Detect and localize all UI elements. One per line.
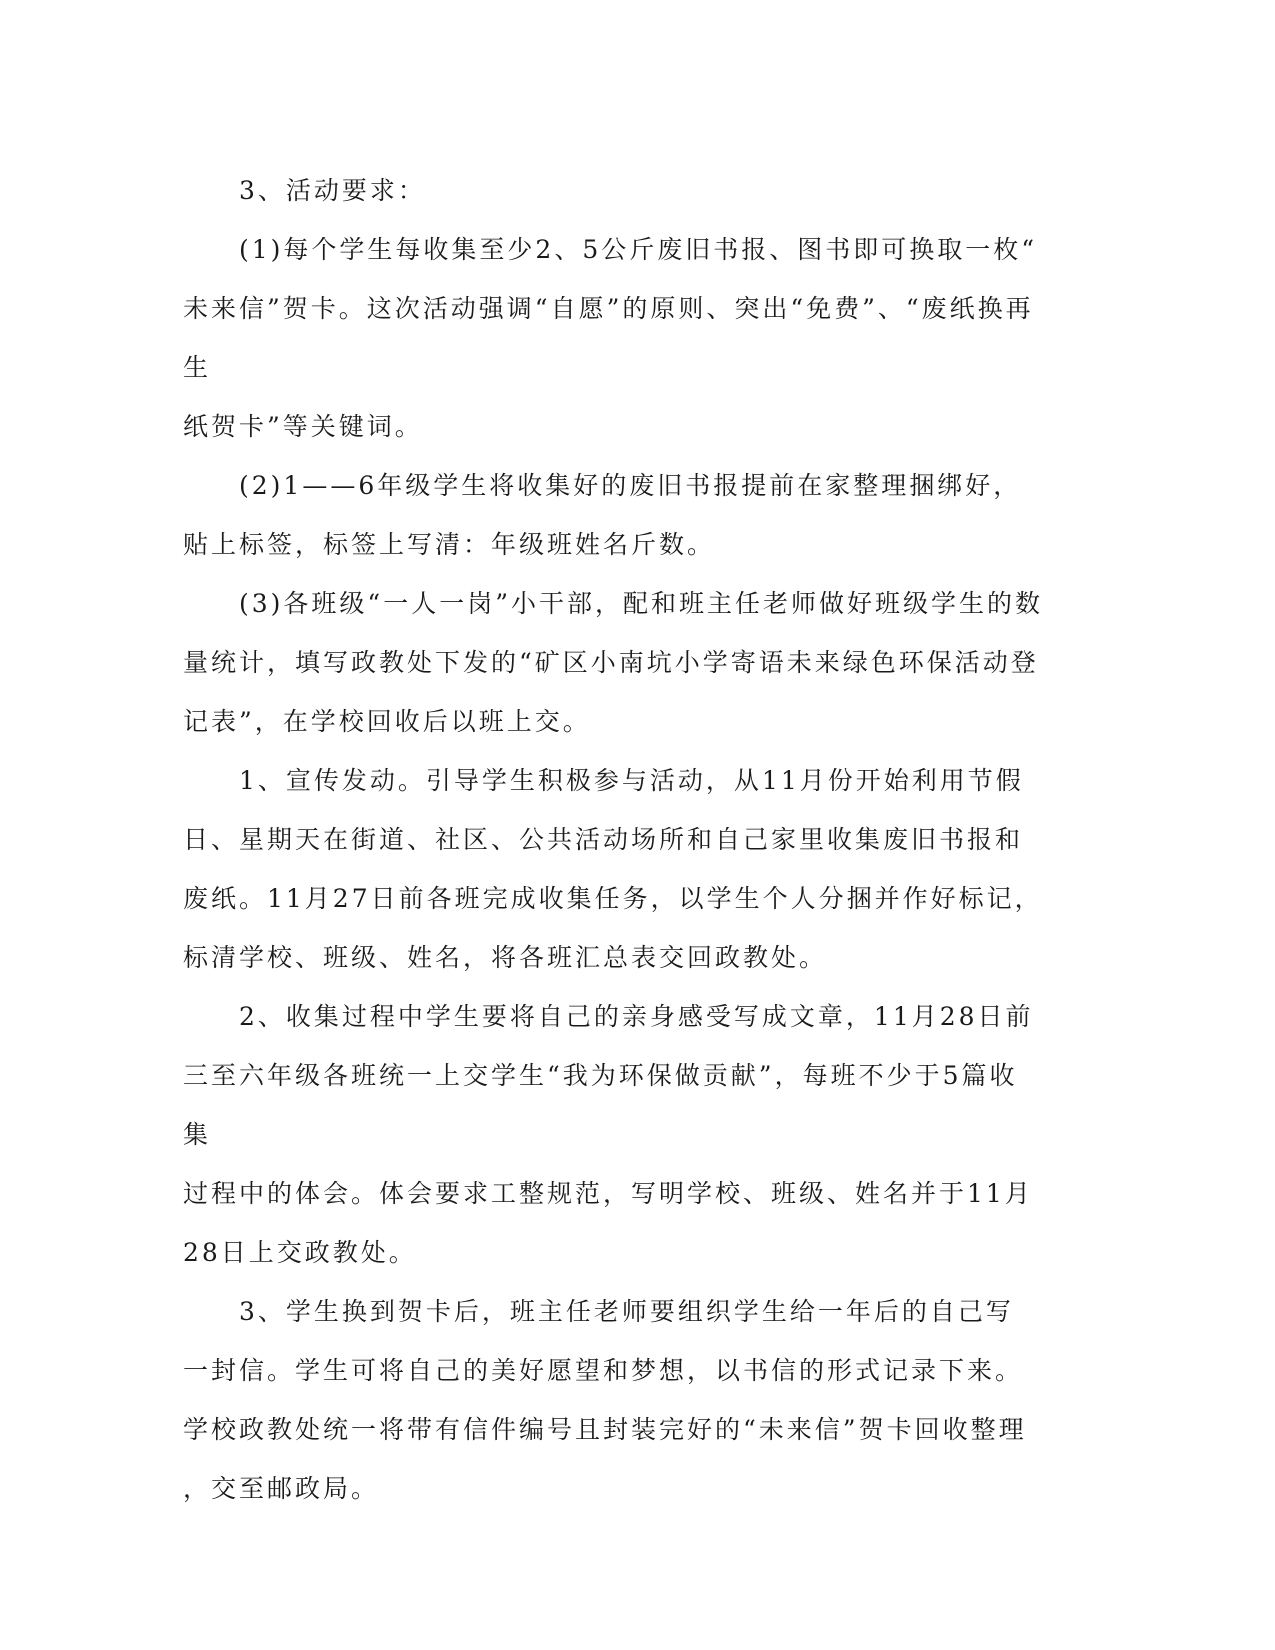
paragraph-requirements-heading: 3、活动要求： <box>183 176 426 205</box>
paragraph-requirement-1: (1)每个学生每收集至少2、5公斤废旧书报、图书即可换取一枚“ 未来信”贺卡。这次活动强调“自愿”的原则、突出“免费”、“废纸换再生 纸贺卡”等关键词。 <box>183 235 1038 441</box>
paragraph-step-2: 2、收集过程中学生要将自己的亲身感受写成文章，11月28日前 三至六年级各班统一上交学生“我为环保做贡献”，每班不少于5篇收集 过程中的体会。体会要求工整规范，写明学校、班级、姓名并于11月 28日上交政教处。 <box>183 1002 1034 1267</box>
document-body <box>183 161 1043 1518</box>
paragraph-requirement-3: (3)各班级“一人一岗”小干部，配和班主任老师做好班级学生的数 量统计，填写政教处下发的“矿区小南坑小学寄语未来绿色环保活动登 记表”，在学校回收后以班上交。 <box>183 589 1043 736</box>
paragraph-requirement-2: (2)1——6年级学生将收集好的废旧书报提前在家整理捆绑好， 贴上标签，标签上写清：年级班姓名斤数。 <box>183 471 1022 559</box>
paragraph-step-3: 3、学生换到贺卡后，班主任老师要组织学生给一年后的自己写 一封信。学生可将自己的美好愿望和梦想，以书信的形式记录下来。 学校政教处统一将带有信件编号且封装完好的“未来信”贺卡回收整理 ，交至邮政局。 <box>183 1297 1027 1503</box>
paragraph-step-1: 1、宣传发动。引导学生积极参与活动，从11月份开始利用节假 日、星期天在街道、社区、公共活动场所和自己家里收集废旧书报和 废纸。11月27日前各班完成收集任务，以学生个人分捆并作好标记， 标清学校、班级、姓名，将各班汇总表交回政教处。 <box>183 766 1043 972</box>
